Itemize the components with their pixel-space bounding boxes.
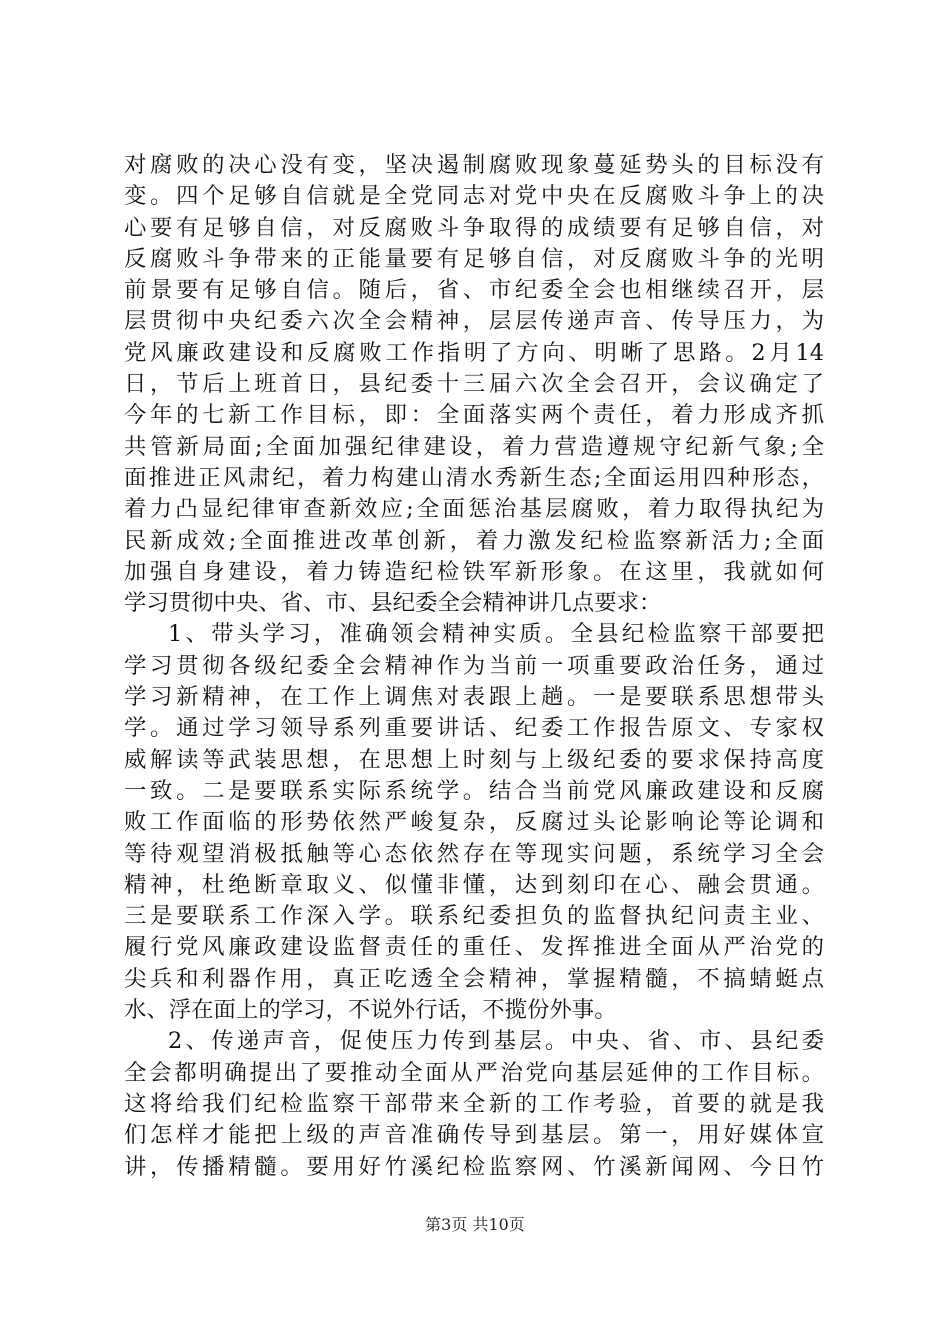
text-line: 前景要有足够自信。随后，省、市纪委全会也相继续召开，层: [124, 277, 824, 304]
text-line: 学。通过学习领导系列重要讲话、纪委工作报告原文、专家权: [124, 715, 824, 742]
section-1-heading-line: 1、带头学习，准确领会精神实质。全县纪检监察干部要把: [168, 621, 824, 648]
text-line: 水、浮在面上的学习，不说外行话，不揽份外事。: [124, 997, 617, 1024]
text-line: 反腐败斗争带来的正能量要有足够自信，对反腐败斗争的光明: [124, 245, 824, 272]
text-line: 一致。二是要联系实际系统学。结合当前党风廉政建设和反腐: [124, 777, 824, 804]
text-line: 共管新局面;全面加强纪律建设，着力营造遵规守纪新气象;全: [124, 433, 824, 460]
text-line: 着力凸显纪律审查新效应;全面惩治基层腐败，着力取得执纪为: [124, 496, 824, 523]
text-line: 面推进正风肃纪，着力构建山清水秀新生态;全面运用四种形态，: [124, 464, 824, 491]
text-line: 层贯彻中央纪委六次全会精神，层层传递声音、传导压力，为: [124, 308, 824, 335]
text-line: 威解读等武装思想，在思想上时刻与上级纪委的要求保持高度: [124, 746, 824, 773]
document-body: [124, 150, 824, 1183]
text-line: 尖兵和利器作用，真正吃透全会精神，掌握精髓，不搞蜻蜓点: [124, 965, 824, 992]
text-line: 变。四个足够自信就是全党同志对党中央在反腐败斗争上的决: [124, 183, 824, 210]
text-line: 履行党风廉政建设监督责任的重任、发挥推进全面从严治党的: [124, 934, 824, 961]
text-line: 讲，传播精髓。要用好竹溪纪检监察网、竹溪新闻网、今日竹: [124, 1153, 824, 1180]
text-line: 败工作面临的形势依然严峻复杂，反腐过头论影响论等论调和: [124, 809, 824, 836]
text-line: 三是要联系工作深入学。联系纪委担负的监督执纪问责主业、: [124, 903, 824, 930]
text-line: 心要有足够自信，对反腐败斗争取得的成绩要有足够自信，对: [124, 214, 824, 241]
text-line: 精神，杜绝断章取义、似懂非懂，达到刻印在心、融会贯通。: [124, 871, 824, 898]
text-line: 们怎样才能把上级的声音准确传导到基层。第一，用好媒体宣: [124, 1122, 824, 1149]
text-line: 加强自身建设，着力铸造纪检铁军新形象。在这里，我就如何: [124, 558, 824, 585]
text-line: 学习新精神，在工作上调焦对表跟上趟。一是要联系思想带头: [124, 684, 824, 711]
text-line: 今年的七新工作目标，即：全面落实两个责任，着力形成齐抓: [124, 402, 824, 429]
text-line: 等待观望消极抵触等心态依然存在等现实问题，系统学习全会: [124, 840, 824, 867]
text-line: 这将给我们纪检监察干部带来全新的工作考验，首要的就是我: [124, 1090, 824, 1117]
text-line: 党风廉政建设和反腐败工作指明了方向、明晰了思路。2月14: [124, 339, 824, 366]
text-line: 全会都明确提出了要推动全面从严治党向基层延伸的工作目标。: [124, 1059, 824, 1086]
text-line: 日，节后上班首日，县纪委十三届六次全会召开，会议确定了: [124, 371, 824, 398]
page-number-footer: 第3页 共10页: [425, 1215, 525, 1234]
text-line: 学习贯彻中央、省、市、县纪委全会精神讲几点要求：: [124, 590, 662, 617]
text-line: 学习贯彻各级纪委全会精神作为当前一项重要政治任务，通过: [124, 652, 824, 679]
text-line: 对腐败的决心没有变，坚决遏制腐败现象蔓延势头的目标没有: [124, 152, 824, 178]
text-line: 民新成效;全面推进改革创新，着力激发纪检监察新活力;全面: [124, 527, 824, 554]
section-2-heading-line: 2、传递声音，促使压力传到基层。中央、省、市、县纪委: [168, 1028, 824, 1055]
